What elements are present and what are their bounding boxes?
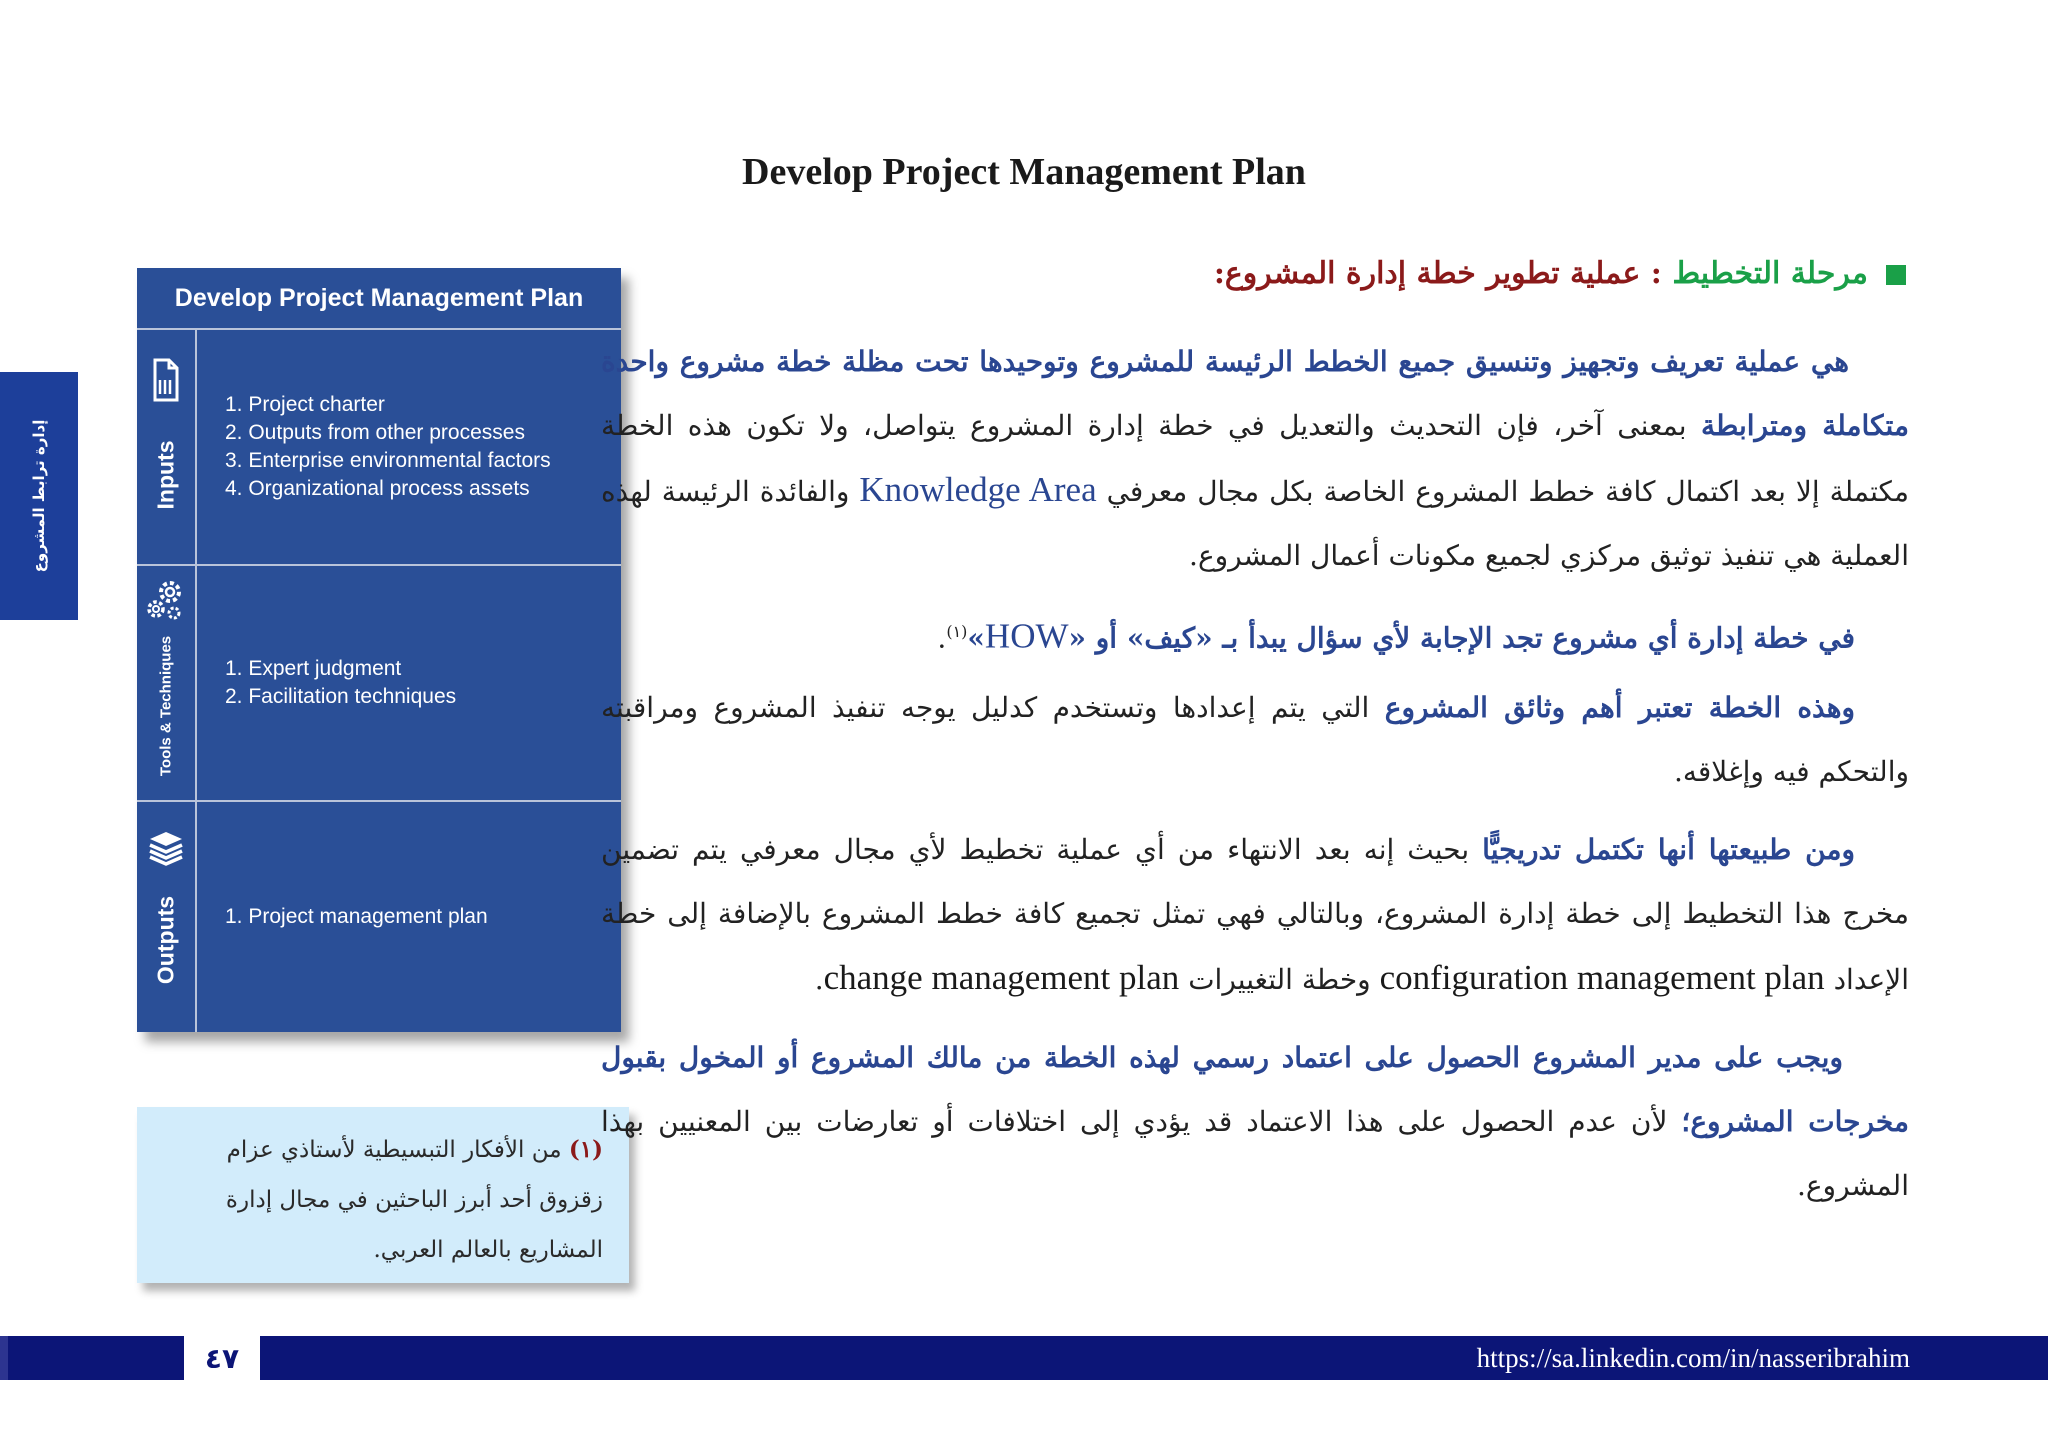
definition-text: بمعنى آخر، فإن التحديث والتعديل في خطة إدارة المشروع يتواصل، ولا تكون هذه الخطة مكتملة إلا بعد اكتمال كافة خطط المشروع الخاصة بكل مجال معرفي: [601, 409, 1909, 508]
list-item: 3. Enterprise environmental factors: [225, 449, 551, 472]
config-plan-term: configuration management plan: [1379, 958, 1825, 997]
tools-side: [137, 566, 197, 800]
document-list-icon: [149, 356, 183, 410]
knowledge-area-term: Knowledge Area: [859, 470, 1097, 509]
change-plan-term: change management plan: [823, 958, 1180, 997]
itto-tools-row: [137, 566, 621, 800]
approval-text: لأن عدم الحصول على هذا الاعتماد قد يؤدي إلى اختلافات أو تعارضات بين المعنيين بهذا المشروع.: [601, 1105, 1909, 1202]
inputs-side: [137, 330, 197, 564]
chapter-side-tab-label: إدارة ترابط المشروع: [30, 419, 48, 573]
paragraph-progressive: [601, 818, 1909, 1012]
footnote-number: (١): [568, 1136, 603, 1163]
paragraph-approval: [601, 1026, 1909, 1218]
progressive-end: .: [814, 963, 824, 996]
chapter-side-tab: [0, 372, 78, 620]
layers-icon: [146, 828, 186, 872]
itto-inputs-row: [137, 330, 621, 564]
section-heading: [1214, 256, 1906, 291]
tools-list: [197, 566, 621, 800]
list-item: 2. Facilitation techniques: [225, 685, 457, 708]
list-item: 1. Expert judgment: [225, 657, 402, 680]
how-close-quote: »: [967, 621, 985, 655]
progressive-text-2: وخطة التغييرات: [1179, 963, 1380, 996]
page-number: ٤٧: [204, 1341, 240, 1375]
outputs-list: [197, 802, 621, 1032]
list-item: 4. Organizational process assets: [225, 477, 530, 500]
progressive-text: بحيث إنه بعد الانتهاء من أي عملية تخطيط لأي مجال معرفي يتم تضمين مخرج هذا التخطيط إلى خطة إدارة المشروع، وبالتالي فهي تمثل تجميع كافة خطط المشروع بالإضافة إلى خطة الإعداد: [601, 833, 1909, 996]
footnote-text: من الأفكار التبسيطية لأستاذي عزام زقزوق أحد أبرز الباحثين في مجال إدارة المشاريع بالعالم العربي.: [225, 1137, 603, 1263]
itto-header: Develop Project Management Plan: [137, 268, 621, 328]
how-term: HOW: [984, 616, 1069, 656]
gears-icon: [144, 576, 188, 626]
list-item: 1. Project charter: [225, 393, 385, 416]
definition-bold: هي عملية تعريف وتجهيز وتنسيق جميع الخطط الرئيسة للمشروع وتوحيدها تحت مظلة خطة مشروع واحدة متكاملة ومترابطة: [601, 345, 1909, 442]
how-bold: في خطة إدارة أي مشروع تجد الإجابة لأي سؤال يبدأ بـ «كيف» أو «: [1068, 621, 1855, 655]
process-title: عملية تطوير خطة إدارة المشروع:: [1213, 256, 1641, 291]
important-text: التي يتم إعدادها وتستخدم كدليل يوجه تنفيذ المشروع ومراقبته والتحكم فيه وإغلاقه.: [601, 691, 1909, 788]
itto-outputs-row: [137, 802, 621, 1032]
heading-colon: :: [1640, 256, 1673, 291]
paragraph-how: [601, 600, 1909, 670]
footnote-ref: (١): [946, 622, 968, 641]
inputs-list: [197, 330, 621, 564]
approval-bold: ويجب على مدير المشروع الحصول على اعتماد رسمي لهذه الخطة من مالك المشروع أو المخول بقبول مخرجات المشروع؛: [601, 1041, 1910, 1138]
footer-url-link[interactable]: https://sa.linkedin.com/in/nasseribrahim: [1476, 1343, 1910, 1373]
green-square-bullet-icon: [1886, 265, 1906, 285]
how-end: .: [937, 621, 947, 655]
outputs-side: [137, 802, 197, 1032]
list-item: 2. Outputs from other processes: [225, 421, 525, 444]
paragraph-important: [601, 676, 1909, 804]
list-item: 1. Project management plan: [225, 905, 488, 928]
progressive-bold: ومن طبيعتها أنها تكتمل تدريجيًّا: [1482, 833, 1856, 866]
itto-panel: [137, 268, 621, 1032]
definition-text-2: والفائدة الرئيسة لهذه العملية هي تنفيذ توثيق مركزي لجميع مكونات أعمال المشروع.: [601, 475, 1909, 572]
footer-left-bar: [0, 1336, 184, 1380]
paragraph-definition: [601, 330, 1909, 588]
inputs-label: Inputs: [152, 440, 179, 510]
tools-label: Tools & Techniques: [157, 636, 175, 777]
page-title: Develop Project Management Plan: [742, 151, 1306, 193]
footnote-box: [137, 1107, 629, 1283]
phase-label: مرحلة التخطيط: [1672, 256, 1868, 291]
outputs-label: Outputs: [152, 895, 179, 985]
important-bold: وهذه الخطة تعتبر أهم وثائق المشروع: [1384, 691, 1856, 724]
